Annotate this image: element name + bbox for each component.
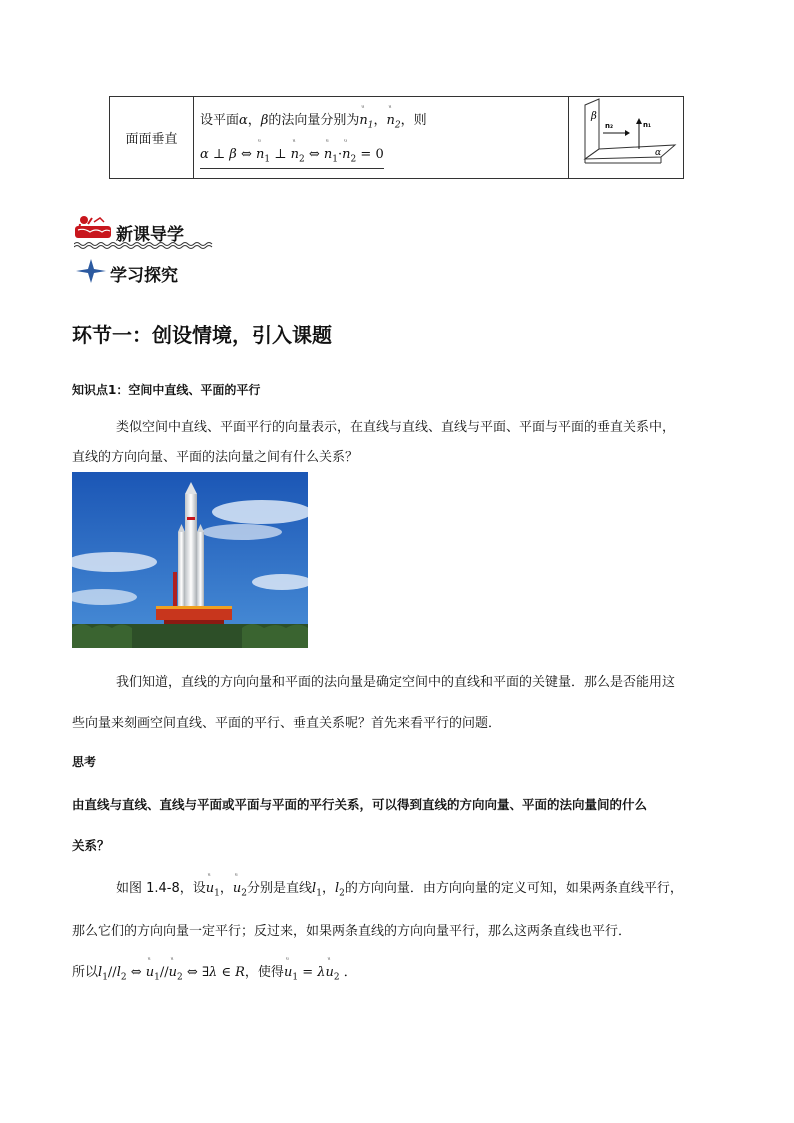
vector-n2 xyxy=(386,113,400,131)
alpha-label: α xyxy=(655,148,662,158)
paragraph-3-line-2: 那么它们的方向向量一定平行；反过来，如果两条直线的方向向量平行，那么这两条直线也平行． xyxy=(72,924,632,939)
knowledge-point-title: 知识点1：空间中直线、平面的平行 xyxy=(72,383,261,397)
text: 所以 xyxy=(72,965,99,980)
paragraph-1-line-2: 直线的方向向量、平面的法向量之间有什么关系？ xyxy=(72,450,359,465)
vector-n1 xyxy=(359,113,373,131)
vector-letter: n xyxy=(386,113,395,128)
equals-symbol: = xyxy=(302,965,314,980)
beta-label: β xyxy=(591,111,597,122)
arrow-head xyxy=(636,118,642,124)
table-figure-cell xyxy=(569,97,683,178)
text: 分别是直线 xyxy=(247,881,313,896)
iff-symbol: ⇔ xyxy=(130,965,142,980)
subscript: 1 xyxy=(214,888,220,899)
text: 的方向向量．由方向向量的定义可知，如果两条直线平行， xyxy=(344,881,683,896)
parallel-formula-line xyxy=(72,961,357,983)
paragraph-2-line-1: 我们知道，直线的方向向量和平面的法向量是确定空间中的直线和平面的关键量．那么是否能用这 xyxy=(116,675,676,690)
comma: ， xyxy=(373,113,387,128)
new-lesson-heading xyxy=(74,214,184,248)
vector-n2 xyxy=(342,147,356,165)
vector-letter: n xyxy=(290,147,299,162)
line-letter: l xyxy=(98,965,103,980)
study-heading xyxy=(76,259,178,287)
arrow-head xyxy=(625,130,630,136)
exists-lambda: ∃λ ∈ R xyxy=(201,965,245,980)
perpendicular-planes-figure xyxy=(569,97,683,178)
vector-u2 xyxy=(325,965,339,983)
line-l1 xyxy=(312,881,322,899)
iff-symbol: ⇔ xyxy=(240,147,252,162)
think-label: 思考 xyxy=(72,755,97,769)
alpha-symbol: α xyxy=(239,113,248,128)
text: ， xyxy=(321,881,335,896)
beta-symbol: β xyxy=(260,113,269,128)
n1-label: n₁ xyxy=(643,121,652,129)
line-letter: l xyxy=(116,965,121,980)
parallel-symbol: // xyxy=(107,965,117,980)
vector-n2 xyxy=(291,147,305,165)
formula-line-2 xyxy=(200,147,384,169)
vector-u2 xyxy=(233,881,247,899)
period: ． xyxy=(343,965,357,980)
vector-n1 xyxy=(256,147,270,165)
line-l1 xyxy=(98,965,108,983)
lambda-symbol: λ xyxy=(317,965,326,980)
question-line-1: 由直线与直线、直线与平面或平面与平面的平行关系，可以得到直线的方向向量、平面的法向量间的什么 xyxy=(72,797,648,812)
vector-letter: u xyxy=(168,965,178,980)
vector-letter: n xyxy=(359,113,368,128)
four-point-star-icon xyxy=(76,259,106,283)
vector-u1 xyxy=(206,881,220,899)
new-lesson-title: 新课导学 xyxy=(116,225,184,245)
beta-symbol: β xyxy=(229,147,237,162)
vector-u1 xyxy=(146,965,160,983)
subscript: 1 xyxy=(102,972,108,983)
text: 如图 1.4-8，设 xyxy=(116,881,206,896)
perp-symbol: ⊥ xyxy=(212,147,226,162)
vector-u1 xyxy=(284,965,298,983)
alpha-symbol: α xyxy=(200,147,209,162)
parallel-symbol: // xyxy=(159,965,169,980)
subscript: 2 xyxy=(299,154,305,165)
formula-line-1 xyxy=(200,109,427,131)
table-formula-cell xyxy=(194,97,569,178)
paragraph-1-line-1: 类似空间中直线、平面平行的向量表示，在直线与直线、直线与平面、平面与平面的垂直关系中， xyxy=(116,420,676,435)
subscript: 1 xyxy=(264,154,271,165)
vector-letter: u xyxy=(283,965,293,980)
iff-symbol: ⇔ xyxy=(308,147,320,162)
iff-symbol: ⇔ xyxy=(186,965,198,980)
question-line-2: 关系？ xyxy=(72,838,110,853)
comparison-table xyxy=(109,96,684,179)
text-prefix: 设平面 xyxy=(200,113,240,128)
paragraph-3-line-1 xyxy=(116,877,683,899)
vector-letter: u xyxy=(325,965,334,980)
subscript: 2 xyxy=(339,888,345,899)
perp-symbol: ⊥ xyxy=(274,147,287,162)
subscript: 1 xyxy=(154,972,160,983)
n2-label: n₂ xyxy=(605,122,614,130)
vector-letter: u xyxy=(145,965,155,980)
comma: ， xyxy=(247,113,261,128)
subscript: 2 xyxy=(177,972,183,983)
line-letter: l xyxy=(334,881,340,896)
line-l2 xyxy=(116,965,127,983)
subscript: 2 xyxy=(350,154,357,165)
rocket-launch-photo xyxy=(72,472,308,648)
subscript: 1 xyxy=(316,888,322,899)
vector-letter: u xyxy=(205,881,215,896)
paragraph-2-line-2: 些向量来刻画空间直线、平面的平行、垂直关系呢？首先来看平行的问题． xyxy=(72,716,502,731)
subscript: 2 xyxy=(241,888,248,899)
subscript: 2 xyxy=(333,972,340,983)
text-suffix: ，则 xyxy=(400,113,427,128)
vector-n1 xyxy=(324,147,338,165)
text: ， xyxy=(219,881,233,896)
person-banner-icon xyxy=(74,214,112,244)
wavy-underline xyxy=(74,241,216,249)
text-mid: 的法向量分别为 xyxy=(268,113,360,128)
subscript: 1 xyxy=(332,154,339,165)
subscript: 1 xyxy=(367,120,374,131)
line-letter: l xyxy=(312,881,317,896)
text: ，使得 xyxy=(244,965,284,980)
study-title: 学习探究 xyxy=(110,266,178,286)
section-title: 环节一：创设情境，引入课题 xyxy=(72,323,332,347)
vector-letter: n xyxy=(342,147,351,162)
subscript: 2 xyxy=(120,972,127,983)
dot-symbol: · xyxy=(338,147,343,162)
vector-letter: u xyxy=(232,881,242,896)
vector-letter: n xyxy=(256,147,265,162)
subscript: 2 xyxy=(394,120,401,131)
vector-u2 xyxy=(169,965,183,983)
line-l2 xyxy=(334,881,345,899)
subscript: 1 xyxy=(292,972,299,983)
table-row-label: 面面垂直 xyxy=(110,97,194,178)
equals-zero: = 0 xyxy=(360,147,384,162)
vector-letter: n xyxy=(323,147,333,162)
